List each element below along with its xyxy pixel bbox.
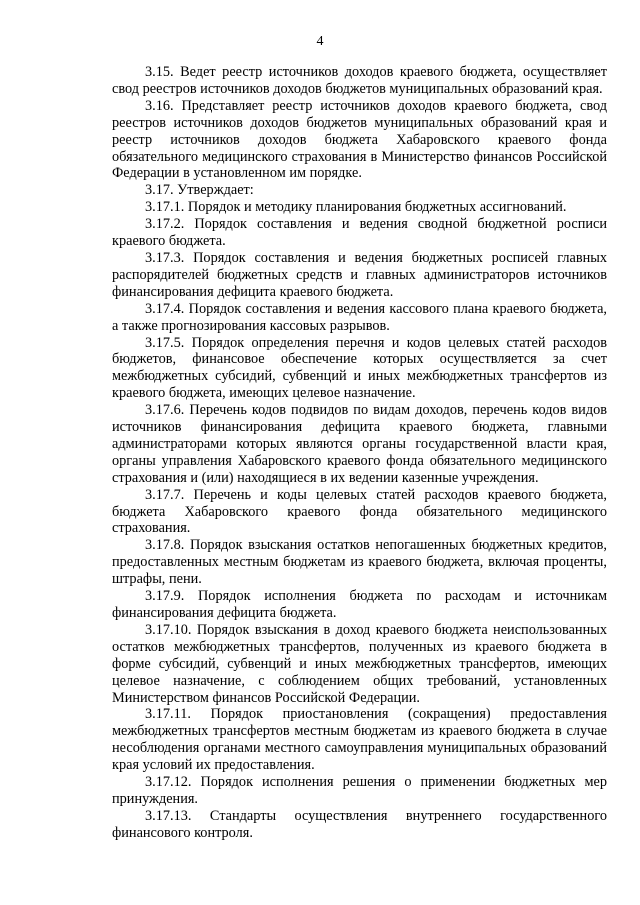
paragraph-3-17-8: 3.17.8. Порядок взыскания остатков непогашенных бюджетных кредитов, предоставленных местным бюджетам из краевого бюджета, включая проценты, штрафы, пени. (112, 537, 607, 588)
paragraph-3-17-12: 3.17.12. Порядок исполнения решения о применении бюджетных мер принуждения. (112, 774, 607, 807)
paragraph-3-17-6: 3.17.6. Перечень кодов подвидов по видам доходов, перечень кодов видов источников финансирования дефицита краевого бюджета, главными администраторами которых являются органы государственной власти края, органы управления Хабаровского краевого фонда обязательного медицинского страхования и (или) находящиеся в их ведении казенные учреждения. (112, 402, 607, 486)
paragraph-3-17-9: 3.17.9. Порядок исполнения бюджета по расходам и источникам финансирования дефицита бюджета. (112, 588, 607, 621)
paragraph-3-17: 3.17. Утверждает: (145, 182, 254, 199)
paragraph-3-17-2: 3.17.2. Порядок составления и ведения сводной бюджетной росписи краевого бюджета. (112, 216, 607, 250)
paragraph-3-17-7: 3.17.7. Перечень и коды целевых статей расходов краевого бюджета, бюджета Хабаровского краевого фонда обязательного медицинского страхования. (112, 486, 607, 537)
paragraph-3-15: 3.15. Ведет реестр источников доходов краевого бюджета, осуществляет свод реестров источников доходов бюджетов муниципальных образований края. (112, 64, 607, 97)
document-body (112, 64, 607, 842)
paragraph-3-17-10: 3.17.10. Порядок взыскания в доход краевого бюджета неиспользованных остатков межбюджетных трансфертов, полученных из краевого бюджета в форме субсидий, субвенций и иных межбюджетных трансфертов, имеющих целевое назначение, с соблюдением общих требований, установленных Министерством финансов Российской Федерации. (112, 621, 607, 706)
paragraph-3-16: 3.16. Представляет реестр источников доходов краевого бюджета, свод реестров источников доходов бюджетов муниципальных образований края и реестр источников доходов бюджета Хабаровского краевого фонда обязательного медицинского страхования в Министерство финансов Российской Федерации в установленном им порядке. (112, 97, 607, 182)
paragraph-3-17-1: 3.17.1. Порядок и методику планирования бюджетных ассигнований. (145, 199, 567, 216)
paragraph-3-17-3: 3.17.3. Порядок составления и ведения бюджетных росписей главных распорядителей бюджетных средств и главных администраторов источников финансирования дефицита краевого бюджета. (112, 249, 607, 300)
paragraph-3-17-13: 3.17.13. Стандарты осуществления внутреннего государственного финансового контроля. (112, 807, 607, 841)
paragraph-3-17-11: 3.17.11. Порядок приостановления (сокращения) предоставления межбюджетных трансфертов местным бюджетам из краевого бюджета в случае несоблюдения органами местного самоуправления муниципальных образований края условий их предоставления. (112, 706, 607, 774)
page-number: 4 (316, 34, 324, 49)
paragraph-3-17-5: 3.17.5. Порядок определения перечня и кодов целевых статей расходов бюджетов, финансовое обеспечение которых осуществляется за счет межбюджетных субсидий, субвенций и иных межбюджетных трансфертов из краевого бюджета, имеющих целевое назначение. (112, 334, 607, 402)
paragraph-3-17-4: 3.17.4. Порядок составления и ведения кассового плана краевого бюджета, а также прогнозирования кассовых разрывов. (112, 300, 607, 334)
